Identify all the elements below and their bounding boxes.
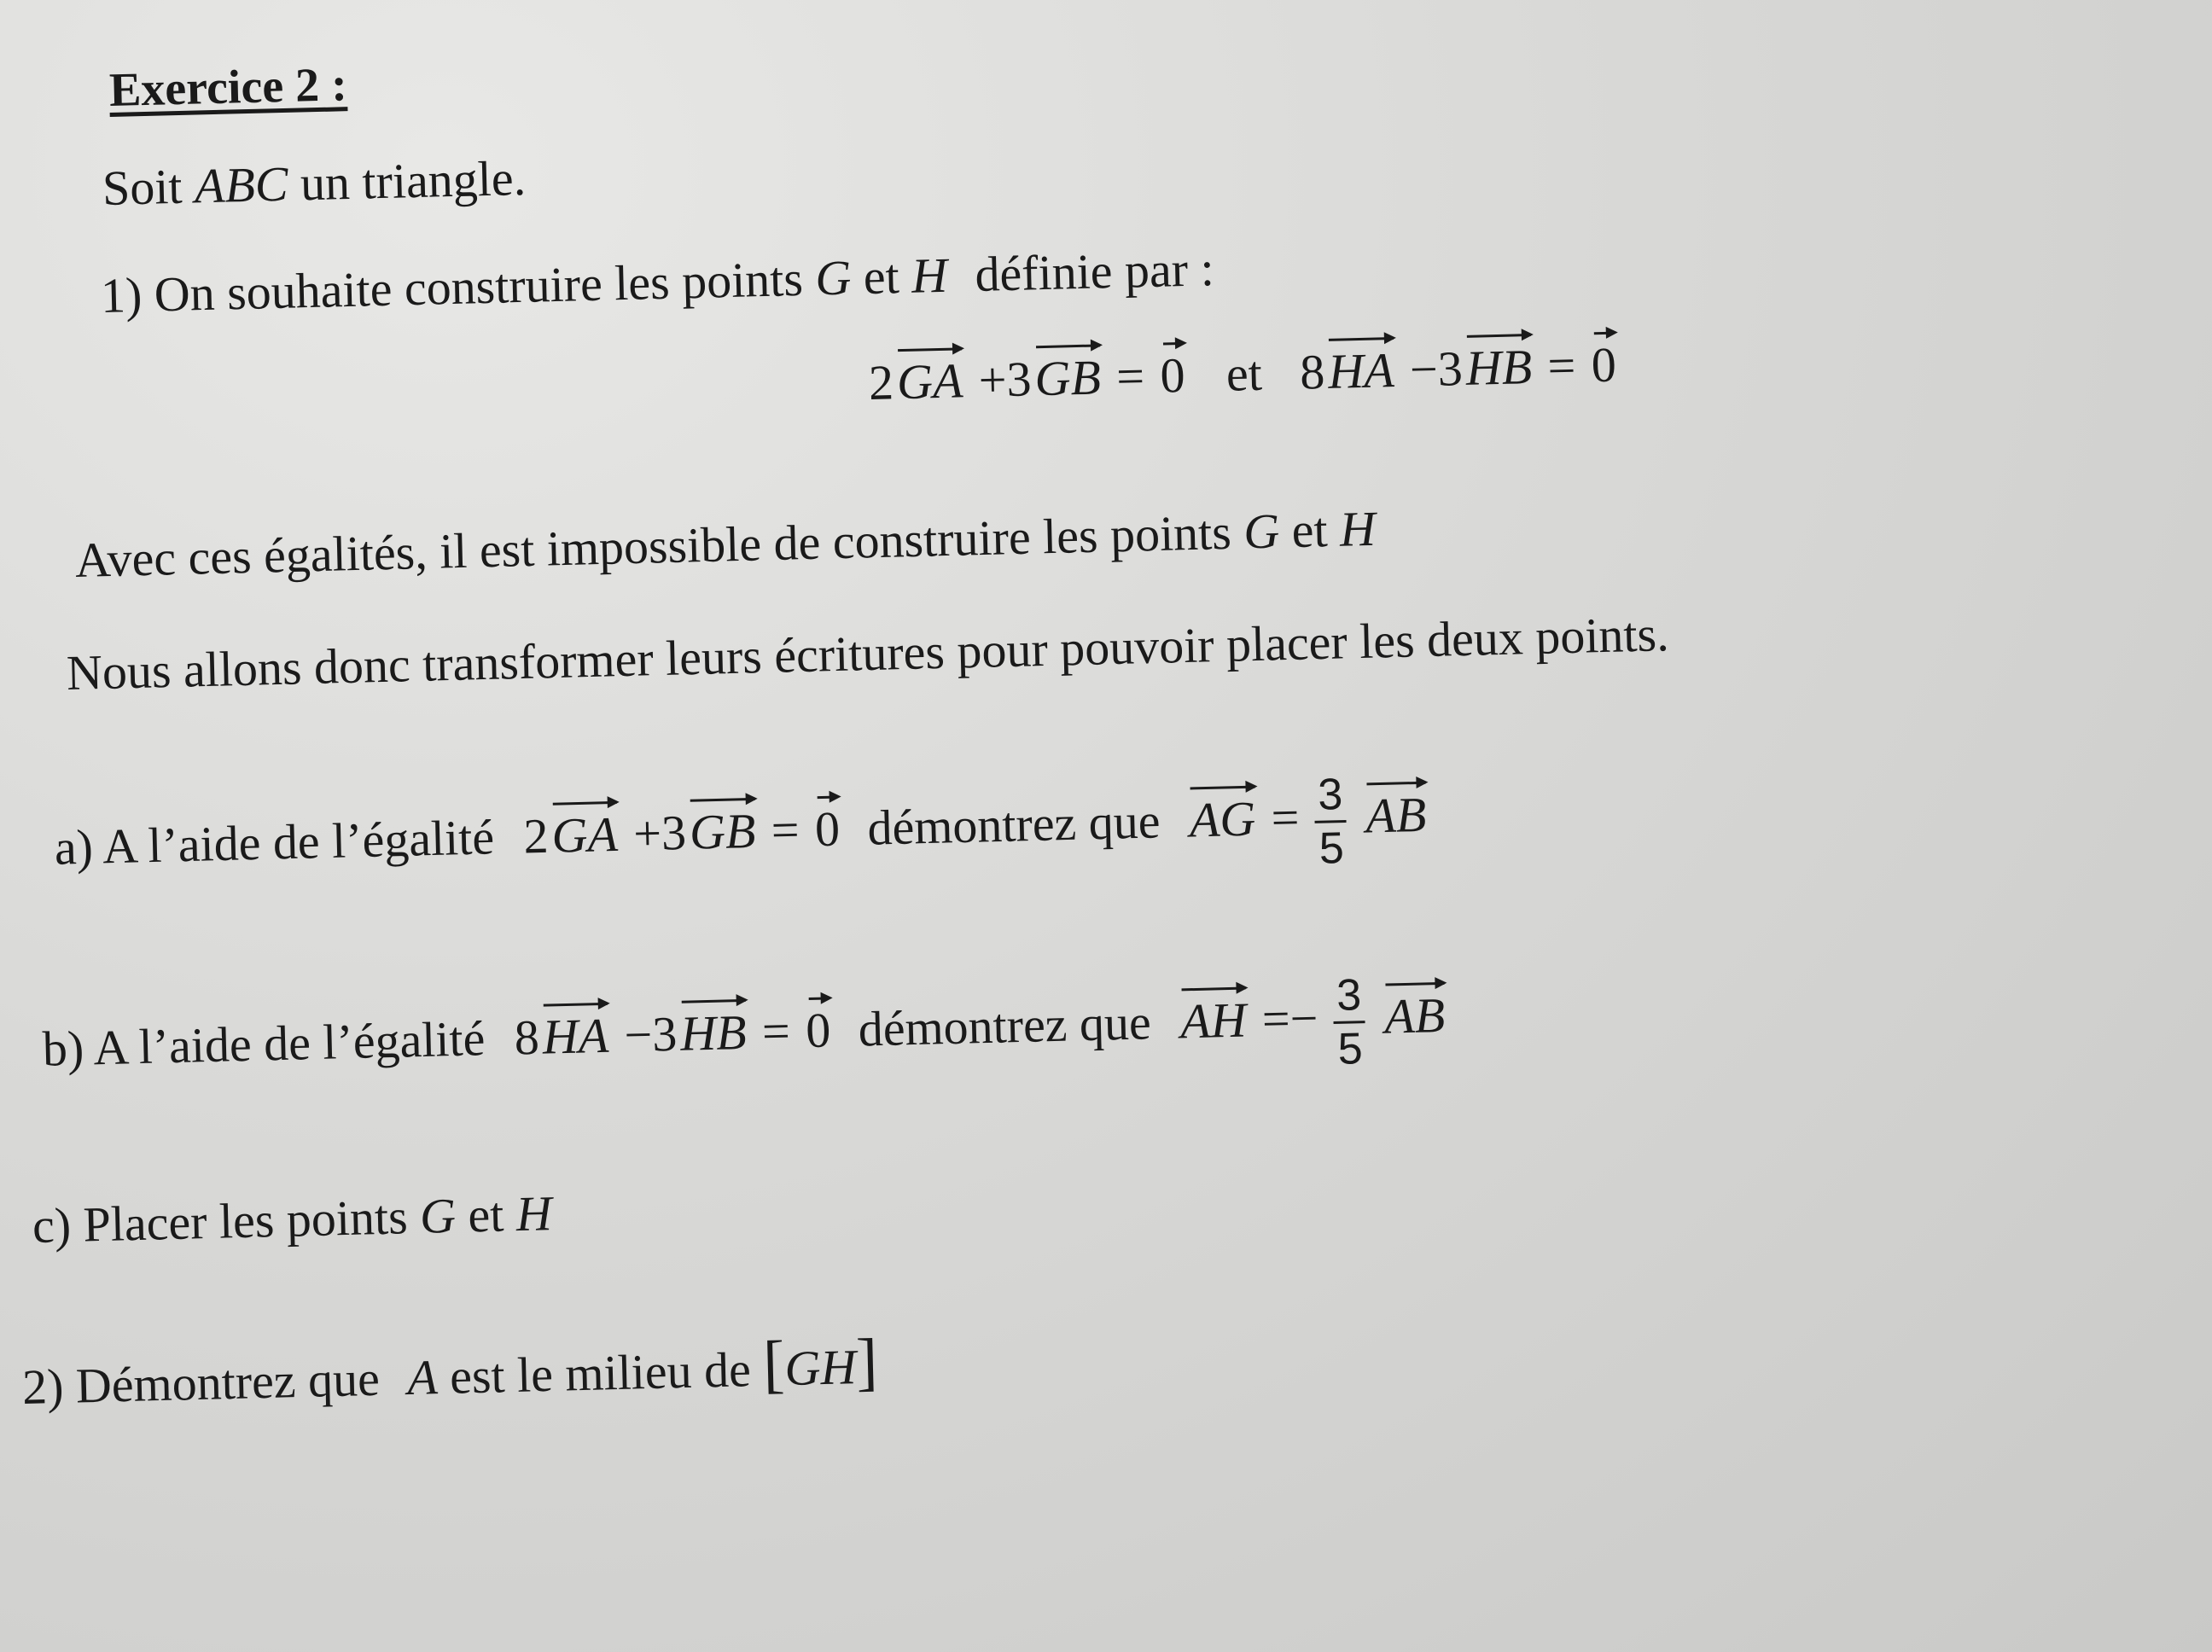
q1-et: et	[862, 248, 900, 305]
eq2: 8HA −3HB = 0	[1299, 336, 1617, 400]
fraction: $\frac{3}{5}$	[1333, 973, 1367, 1072]
vector-ab: AB	[1383, 986, 1446, 1044]
left-bracket: [	[762, 1328, 786, 1400]
exercise-title: Exercice 2 :	[108, 58, 348, 117]
eq1: 2GA +3GB = 0	[868, 346, 1186, 410]
eq-et: et	[1225, 345, 1263, 402]
intro-line	[102, 149, 527, 216]
question-2: 2) Démontrez que A est le milieu de [GH]	[21, 1325, 879, 1415]
zero-vector: 0	[1159, 346, 1186, 404]
intro-pre: Soit	[102, 158, 183, 216]
vector-ga: GA	[896, 352, 964, 410]
point-h: H	[911, 247, 948, 304]
question-b: b) A l’aide de l’égalité 8HA −3HB = 0 démontrez que AH =− $\frac{3}{5}$ AB	[42, 970, 1446, 1077]
point-h: H	[515, 1185, 553, 1242]
right-bracket: ]	[855, 1325, 879, 1399]
zero-vector: 0	[1590, 336, 1617, 393]
zero-vector: 0	[814, 800, 841, 858]
vector-ha: HA	[541, 1007, 609, 1065]
vector-gb: GB	[1033, 349, 1102, 407]
zero-vector: 0	[805, 1002, 832, 1058]
vector-ah: AH	[1179, 992, 1248, 1050]
point-g: G	[814, 249, 853, 306]
q1-text: 1) On souhaite construire les points	[100, 250, 804, 323]
question-c: c) Placer les points G et H	[32, 1185, 553, 1254]
vector-ag: AG	[1189, 790, 1256, 848]
vector-gb: GB	[689, 802, 757, 860]
question-a: a) A l’aide de l’égalité 2GA +3GB = 0 démontrez que AG = $\frac{3}{5}$ AB	[54, 770, 1427, 875]
intro-post: un triangle.	[300, 149, 527, 212]
vector-hb: HB	[1464, 339, 1533, 396]
point-g: G	[1243, 503, 1280, 560]
point-g: G	[419, 1187, 457, 1244]
point-h: H	[1339, 500, 1377, 557]
vector-hb: HB	[679, 1003, 748, 1062]
defining-equations	[868, 336, 1620, 410]
q1-tail: définie par :	[974, 241, 1215, 302]
point-a: A	[406, 1349, 439, 1405]
question-1	[100, 241, 1215, 323]
vector-ab: AB	[1365, 786, 1427, 844]
paragraph-2: Nous allons donc transformer leurs écritures pour pouvoir placer les deux points.	[66, 606, 1670, 701]
segment-gh: GH	[783, 1339, 858, 1397]
vector-ga: GA	[550, 806, 619, 864]
vector-ha: HA	[1327, 341, 1395, 399]
fraction: $\frac{3}{5}$	[1314, 772, 1348, 871]
triangle-name: ABC	[194, 155, 289, 214]
paragraph-1: Avec ces égalités, il est impossible de construire les points G et H	[74, 500, 1377, 588]
